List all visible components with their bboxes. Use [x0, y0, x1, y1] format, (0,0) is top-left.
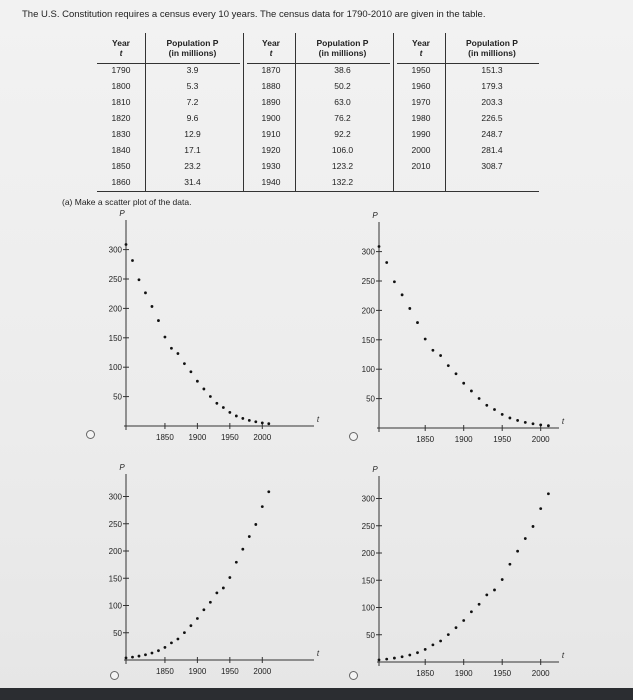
scatter-point	[509, 563, 512, 566]
scatter-point	[516, 419, 519, 422]
y-tick-label: 300	[361, 247, 375, 257]
scatter-point	[393, 280, 396, 283]
y-axis-label: P	[119, 209, 125, 218]
year-cell: 1910	[261, 129, 281, 139]
x-tick-label: 2000	[253, 433, 272, 442]
year-header-label: Year	[412, 38, 430, 48]
y-tick-label: 50	[113, 392, 122, 402]
scatter-point	[524, 537, 527, 540]
population-cell: 226.5	[481, 113, 503, 123]
year-cell: 1970	[411, 97, 431, 107]
population-cell: 63.0	[334, 97, 351, 107]
x-axis-label: t	[561, 417, 565, 426]
population-header-unit: (in millions)	[468, 48, 516, 58]
scatter-point	[455, 626, 458, 629]
x-tick-label: 1900	[454, 435, 473, 444]
scatter-point	[424, 648, 427, 651]
scatter-point	[190, 370, 193, 373]
population-cell: 50.2	[334, 81, 351, 91]
scatter-point	[241, 417, 244, 420]
x-tick-label: 1850	[156, 433, 174, 442]
census-table	[97, 33, 539, 191]
scatter-point	[215, 591, 218, 594]
year-cell: 1860	[111, 177, 131, 187]
y-tick-label: 150	[108, 574, 122, 584]
scatter-point	[401, 293, 404, 296]
scatter-point	[385, 658, 388, 661]
scatter-point	[470, 390, 473, 393]
population-cell: 132.2	[331, 177, 354, 187]
population-cell: 76.2	[334, 113, 351, 123]
scatter-point	[501, 578, 504, 581]
year-cell: 1930	[261, 161, 281, 171]
scatter-point	[209, 601, 212, 604]
scatter-point	[202, 608, 205, 611]
scatter-point	[164, 646, 167, 649]
x-tick-label: 1900	[188, 667, 207, 676]
table-divider	[295, 33, 296, 191]
population-cell: 92.2	[334, 129, 351, 139]
x-tick-label: 1850	[416, 435, 435, 444]
bottom-bar	[0, 688, 633, 700]
population-cell: 106.0	[331, 145, 354, 155]
scatter-point	[432, 349, 435, 352]
scatter-plot	[357, 208, 579, 448]
table-divider	[243, 33, 244, 191]
scatter-option-top-left	[94, 206, 334, 446]
scatter-point	[151, 305, 154, 308]
y-axis-label: P	[119, 463, 125, 472]
scatter-point	[493, 408, 496, 411]
scatter-point	[254, 420, 257, 423]
x-tick-label: 2000	[253, 667, 272, 676]
scatter-point	[424, 338, 427, 341]
year-header-label: Year	[112, 38, 130, 48]
scatter-point	[164, 336, 167, 339]
scatter-point	[432, 643, 435, 646]
scatter-point	[254, 523, 257, 526]
x-tick-label: 1950	[220, 667, 239, 676]
scatter-point	[177, 638, 180, 641]
scatter-point	[170, 347, 173, 350]
scatter-point	[222, 587, 225, 590]
y-tick-label: 250	[108, 519, 122, 529]
y-tick-label: 300	[108, 245, 122, 255]
scatter-point	[439, 354, 442, 357]
x-axis-label: t	[316, 415, 320, 424]
scatter-point	[408, 654, 411, 657]
scatter-point	[125, 243, 128, 246]
year-cell: 2000	[411, 145, 431, 155]
scatter-point	[462, 382, 465, 385]
population-cell: 5.3	[186, 81, 199, 91]
table-divider	[445, 33, 446, 191]
scatter-point	[462, 619, 465, 622]
scatter-point	[547, 492, 550, 495]
scatter-point	[439, 640, 442, 643]
year-header-symbol: t	[269, 48, 273, 58]
y-tick-label: 50	[113, 628, 122, 638]
population-cell: 31.4	[184, 177, 201, 187]
population-header-label: Population P	[466, 38, 518, 48]
scatter-point	[539, 423, 542, 426]
x-tick-label: 1900	[454, 669, 473, 678]
scatter-point	[267, 490, 270, 493]
population-cell: 179.3	[481, 81, 503, 91]
table-divider	[393, 33, 394, 191]
scatter-point	[455, 372, 458, 375]
scatter-point	[539, 507, 542, 510]
scatter-point	[385, 261, 388, 264]
y-tick-label: 50	[366, 394, 375, 404]
scatter-point	[401, 655, 404, 658]
scatter-point	[209, 395, 212, 398]
scatter-point	[501, 413, 504, 416]
y-tick-label: 250	[361, 521, 375, 531]
population-header	[295, 33, 390, 64]
scatter-point	[183, 631, 186, 634]
scatter-option-bottom-right	[357, 462, 579, 687]
scatter-point	[151, 652, 154, 655]
year-cell: 1990	[411, 129, 431, 139]
year-cell: 1890	[261, 97, 281, 107]
scatter-point	[138, 655, 141, 658]
x-tick-label: 1950	[493, 435, 512, 444]
year-cell: 1940	[261, 177, 281, 187]
year-cell: 1840	[111, 145, 131, 155]
year-cell: 1960	[411, 81, 431, 91]
population-cell: 3.9	[186, 65, 199, 75]
part-a-label: (a) Make a scatter plot of the data.	[62, 197, 192, 207]
scatter-option-top-right	[357, 208, 579, 448]
scatter-point	[478, 603, 481, 606]
x-tick-label: 1950	[493, 669, 512, 678]
scatter-point	[509, 417, 512, 420]
y-tick-label: 200	[361, 306, 375, 316]
year-cell: 1900	[261, 113, 281, 123]
y-tick-label: 250	[361, 277, 375, 286]
scatter-point	[378, 245, 381, 248]
y-tick-label: 300	[108, 492, 122, 502]
y-axis-label: P	[372, 211, 378, 220]
y-tick-label: 50	[366, 630, 375, 640]
year-header	[397, 33, 445, 64]
population-cell: 281.4	[481, 145, 503, 155]
y-tick-label: 150	[361, 576, 375, 586]
y-tick-label: 100	[108, 363, 122, 373]
scatter-point	[447, 364, 450, 367]
year-cell: 1870	[261, 65, 281, 75]
population-cell: 203.3	[481, 97, 503, 107]
x-tick-label: 1900	[188, 433, 207, 442]
scatter-point	[157, 649, 160, 652]
y-tick-label: 250	[108, 275, 122, 284]
x-tick-label: 1850	[156, 667, 174, 676]
population-cell: 248.7	[481, 129, 503, 139]
year-header-symbol: t	[419, 48, 423, 58]
scatter-point	[196, 380, 199, 383]
scatter-point	[235, 415, 238, 418]
year-header-label: Year	[262, 38, 280, 48]
population-header-unit: (in millions)	[168, 48, 217, 58]
scatter-point	[144, 291, 147, 294]
scatter-point	[485, 404, 488, 407]
scatter-point	[144, 653, 147, 656]
y-tick-label: 150	[108, 333, 122, 343]
scatter-point	[261, 505, 264, 508]
scatter-plot	[357, 462, 579, 687]
scatter-point	[248, 535, 251, 538]
scatter-point	[157, 319, 160, 322]
scatter-point	[228, 576, 231, 579]
year-cell: 1830	[111, 129, 131, 139]
year-cell: 2010	[411, 161, 431, 171]
scatter-point	[532, 422, 535, 425]
scatter-point	[235, 561, 238, 564]
population-header	[445, 33, 539, 64]
scatter-point	[378, 658, 381, 661]
scatter-point	[177, 352, 180, 355]
scatter-point	[493, 589, 496, 592]
population-cell: 9.6	[186, 113, 199, 123]
population-cell: 7.2	[186, 97, 199, 107]
year-header-symbol: t	[119, 48, 123, 58]
x-axis-label: t	[316, 649, 320, 658]
population-cell: 308.7	[481, 161, 503, 171]
scatter-point	[131, 259, 134, 262]
year-cell: 1790	[111, 65, 131, 75]
scatter-point	[196, 617, 199, 620]
scatter-plot	[94, 206, 334, 446]
scatter-plot	[94, 460, 334, 685]
table-divider	[145, 33, 146, 191]
scatter-point	[170, 641, 173, 644]
scatter-point	[215, 402, 218, 405]
scatter-point	[261, 421, 264, 424]
question-intro: The U.S. Constitution requires a census every 10 years. The census data for 1790-2010 are given in the table.	[22, 9, 486, 20]
scatter-point	[190, 624, 193, 627]
population-cell: 123.2	[331, 161, 354, 171]
scatter-point	[183, 362, 186, 365]
population-cell: 23.2	[184, 161, 201, 171]
population-header-label: Population P	[316, 38, 369, 48]
scatter-point	[228, 411, 231, 414]
year-cell: 1850	[111, 161, 131, 171]
x-tick-label: 1950	[220, 433, 239, 442]
y-axis-label: P	[372, 465, 378, 474]
scatter-point	[478, 397, 481, 400]
scatter-point	[485, 593, 488, 596]
year-header	[247, 33, 295, 64]
year-cell: 1980	[411, 113, 431, 123]
scatter-point	[222, 406, 225, 409]
scatter-point	[470, 610, 473, 613]
y-tick-label: 100	[108, 601, 122, 611]
scatter-point	[393, 657, 396, 660]
scatter-point	[267, 422, 270, 425]
scatter-point	[241, 548, 244, 551]
scatter-point	[516, 550, 519, 553]
y-tick-label: 200	[361, 549, 375, 558]
year-cell: 1820	[111, 113, 131, 123]
y-tick-label: 150	[361, 335, 375, 345]
population-cell: 17.1	[184, 145, 201, 155]
scatter-point	[408, 307, 411, 310]
population-cell: 38.6	[334, 65, 351, 75]
table-bottom-rule	[97, 191, 539, 192]
x-tick-label: 2000	[531, 435, 550, 444]
y-tick-label: 300	[361, 494, 375, 504]
y-tick-label: 100	[361, 365, 375, 375]
year-cell: 1800	[111, 81, 131, 91]
scatter-point	[416, 651, 419, 654]
y-tick-label: 100	[361, 603, 375, 613]
x-axis-label: t	[561, 651, 565, 660]
x-tick-label: 1850	[416, 669, 435, 678]
y-tick-label: 200	[108, 304, 122, 314]
year-cell: 1810	[111, 97, 131, 107]
population-cell: 151.3	[481, 65, 503, 75]
year-cell: 1950	[411, 65, 431, 75]
population-cell: 12.9	[184, 129, 201, 139]
year-cell: 1880	[261, 81, 281, 91]
scatter-point	[248, 419, 251, 422]
population-header-label: Population P	[166, 38, 219, 48]
scatter-point	[447, 633, 450, 636]
scatter-point	[524, 421, 527, 424]
x-tick-label: 2000	[531, 669, 550, 678]
year-header	[97, 33, 145, 64]
y-tick-label: 200	[108, 547, 122, 556]
scatter-point	[131, 656, 134, 659]
scatter-point	[138, 278, 141, 281]
population-header-unit: (in millions)	[318, 48, 367, 58]
scatter-point	[547, 424, 550, 427]
scatter-option-bottom-left	[94, 460, 334, 685]
scatter-point	[125, 656, 128, 659]
year-cell: 1920	[261, 145, 281, 155]
scatter-point	[532, 525, 535, 528]
scatter-point	[416, 321, 419, 324]
population-header	[145, 33, 240, 64]
scatter-point	[202, 388, 205, 391]
